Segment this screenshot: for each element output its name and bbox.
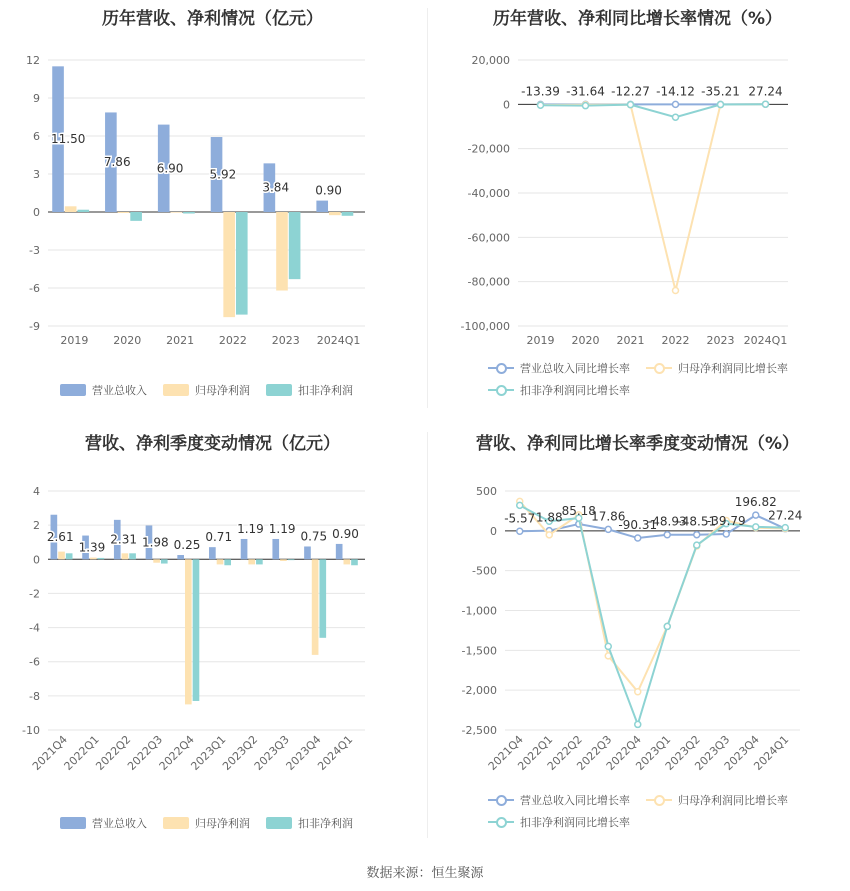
chart-legend xyxy=(488,357,828,401)
legend-label: 扣非净利润 xyxy=(298,384,353,397)
x-tick-label: 2022Q3 xyxy=(125,732,166,773)
legend-line-marker xyxy=(488,794,514,806)
bar-parent-profit xyxy=(185,559,192,704)
legend-swatch xyxy=(266,817,292,829)
legend-item[interactable] xyxy=(488,811,630,833)
y-tick-label: 0 xyxy=(33,553,40,567)
data-label: 0.25 xyxy=(173,538,201,553)
quarterly-growth-chart xyxy=(425,425,850,845)
bar-revenue xyxy=(336,544,343,559)
legend-item[interactable] xyxy=(163,812,250,834)
series-line-parent-profit-growth xyxy=(541,104,766,290)
data-label: 2.31 xyxy=(110,532,137,547)
legend-swatch xyxy=(60,817,86,829)
series-line-deducted-profit-growth xyxy=(541,104,766,117)
x-tick-label: 2020 xyxy=(571,334,600,347)
bar-deducted-profit xyxy=(288,559,295,560)
x-tick-label: 2023Q3 xyxy=(692,732,733,773)
x-tick-label: 2023Q1 xyxy=(188,732,229,773)
bar-parent-profit xyxy=(329,212,341,215)
bar-deducted-profit xyxy=(77,210,89,212)
y-tick-label: -20,000 xyxy=(467,142,510,156)
series-point xyxy=(694,542,700,548)
legend-swatch xyxy=(60,384,86,396)
data-label: 196.82 xyxy=(734,495,777,510)
y-tick-label: -100,000 xyxy=(460,320,510,333)
data-label: -35.21 xyxy=(701,84,740,99)
y-tick-label: 0 xyxy=(33,206,40,219)
data-label: 85.18 xyxy=(561,504,596,519)
series-point xyxy=(782,525,788,531)
legend-label: 扣非净利润同比增长率 xyxy=(520,816,630,829)
chart-title: 历年营收、净利同比增长率情况（%） xyxy=(492,9,783,29)
bar-deducted-profit xyxy=(161,559,168,563)
data-label: 5.92 xyxy=(209,167,237,182)
data-label: -5.57 xyxy=(504,511,536,526)
legend-label: 归母净利润同比增长率 xyxy=(678,362,788,375)
annual-revenue-profit-panel xyxy=(0,0,425,410)
data-label: 1.19 xyxy=(268,521,296,536)
series-point xyxy=(673,101,679,107)
data-label: 1.88 xyxy=(535,510,563,525)
x-tick-label: 2023 xyxy=(271,334,300,347)
legend-item[interactable] xyxy=(266,812,353,834)
bar-deducted-profit xyxy=(319,559,326,638)
legend-label: 归母净利润 xyxy=(195,817,250,830)
x-tick-label: 2024Q1 xyxy=(743,334,788,347)
x-tick-label: 2022Q4 xyxy=(603,732,644,773)
legend-item[interactable] xyxy=(60,379,147,401)
y-tick-label: -500 xyxy=(472,564,497,578)
y-tick-label: 4 xyxy=(33,485,40,498)
chart-title: 营收、净利同比增长率季度变动情况（%） xyxy=(475,434,800,454)
x-tick-label: 2021Q4 xyxy=(29,732,70,773)
x-tick-label: 2019 xyxy=(526,334,555,347)
data-label: 6.90 xyxy=(156,161,184,176)
legend-swatch xyxy=(163,384,189,396)
legend-label: 营业总收入同比增长率 xyxy=(520,794,630,807)
bar-deducted-profit xyxy=(66,553,73,559)
data-label: 0.90 xyxy=(332,526,359,541)
bar-revenue xyxy=(316,201,328,212)
data-label: 0.71 xyxy=(205,530,233,545)
series-point xyxy=(723,531,729,537)
data-label: 2.61 xyxy=(46,530,74,545)
data-label: 7.86 xyxy=(103,155,131,170)
y-tick-label: 3 xyxy=(33,168,40,181)
y-tick-label: -4 xyxy=(29,621,40,635)
x-tick-label: 2023Q1 xyxy=(633,732,674,773)
x-tick-label: 2023Q4 xyxy=(283,732,324,773)
y-tick-label: 0 xyxy=(490,524,497,538)
data-label: 1.98 xyxy=(141,535,169,550)
chart-title: 历年营收、净利情况（亿元） xyxy=(102,9,323,29)
y-tick-label: -1,500 xyxy=(461,644,497,658)
series-point xyxy=(763,101,769,107)
x-tick-label: 2022Q2 xyxy=(93,732,134,773)
series-point xyxy=(546,532,552,538)
data-label: 27.24 xyxy=(748,84,783,99)
series-point xyxy=(635,721,641,727)
data-label: 17.86 xyxy=(591,509,626,524)
data-label: 11.50 xyxy=(51,132,86,147)
legend-label: 归母净利润 xyxy=(195,384,250,397)
series-point xyxy=(753,524,759,530)
y-tick-label: 2 xyxy=(33,519,40,533)
series-point xyxy=(664,532,670,538)
legend-item[interactable] xyxy=(163,379,250,401)
data-label: 0.90 xyxy=(315,183,342,198)
x-tick-label: 2020 xyxy=(113,334,142,347)
bar-parent-profit xyxy=(65,206,77,212)
bar-parent-profit xyxy=(248,559,255,564)
bar-parent-profit xyxy=(343,559,350,564)
legend-label: 营业总收入 xyxy=(92,817,147,830)
y-tick-label: -2,000 xyxy=(461,684,497,698)
x-tick-label: 2023Q2 xyxy=(220,732,261,773)
legend-line-marker xyxy=(646,794,672,806)
data-label: -48.93 xyxy=(647,514,687,529)
bar-revenue xyxy=(241,539,248,559)
data-label: -12.27 xyxy=(611,84,650,99)
legend-line-marker xyxy=(488,816,514,828)
bar-deducted-profit xyxy=(98,558,105,559)
bar-revenue xyxy=(304,546,311,559)
annual-growth-panel xyxy=(425,0,850,410)
y-tick-label: 6 xyxy=(33,130,40,143)
bar-parent-profit xyxy=(217,559,224,564)
y-tick-label: -9 xyxy=(29,320,40,333)
x-tick-label: 2021Q4 xyxy=(485,732,526,773)
legend-label: 归母净利润同比增长率 xyxy=(678,794,788,807)
series-point xyxy=(635,689,641,695)
legend-label: 扣非净利润 xyxy=(298,817,353,830)
legend-label: 扣非净利润同比增长率 xyxy=(520,384,630,397)
bar-parent-profit xyxy=(58,552,65,560)
legend-item[interactable] xyxy=(646,357,788,379)
chart-legend xyxy=(488,789,828,833)
x-tick-label: 2022Q4 xyxy=(156,732,197,773)
y-tick-label: -6 xyxy=(29,655,40,669)
x-tick-label: 2022Q2 xyxy=(544,732,585,773)
annual-growth-chart xyxy=(425,0,850,410)
x-tick-label: 2019 xyxy=(60,334,89,347)
series-point xyxy=(517,502,523,508)
legend-line-marker xyxy=(646,362,672,374)
bar-parent-profit xyxy=(90,558,97,560)
data-label: -31.64 xyxy=(566,84,605,99)
data-source-label: 数据来源：恒生聚源 xyxy=(366,866,484,881)
y-tick-label: -2 xyxy=(29,587,40,601)
y-tick-label: -10 xyxy=(22,724,40,737)
x-tick-label: 2022Q3 xyxy=(574,732,615,773)
data-label: 3.84 xyxy=(262,180,290,195)
legend-item[interactable] xyxy=(488,379,630,401)
data-label: -39.79 xyxy=(706,514,746,529)
x-tick-label: 2023Q4 xyxy=(721,732,762,773)
bar-parent-profit xyxy=(223,212,235,317)
quarterly-revenue-profit-chart xyxy=(0,425,425,845)
y-tick-label: -3 xyxy=(29,244,40,257)
legend-item[interactable] xyxy=(488,357,630,379)
y-tick-label: 9 xyxy=(33,92,40,105)
legend-item[interactable] xyxy=(646,789,788,811)
legend-label: 营业总收入同比增长率 xyxy=(520,362,630,375)
x-tick-label: 2023 xyxy=(706,334,735,347)
y-tick-label: -60,000 xyxy=(467,231,510,245)
data-label: -90.31 xyxy=(618,518,658,533)
bar-revenue xyxy=(177,555,184,559)
bar-deducted-profit xyxy=(224,559,231,565)
y-tick-label: -40,000 xyxy=(467,187,510,200)
chart-legend xyxy=(60,812,420,834)
bar-deducted-profit xyxy=(256,559,263,564)
y-tick-label: -6 xyxy=(29,282,40,295)
series-point xyxy=(628,102,634,108)
bar-parent-profit xyxy=(122,553,129,559)
x-tick-label: 2024Q1 xyxy=(751,732,792,773)
y-tick-label: -2,500 xyxy=(461,724,497,737)
y-tick-label: -8 xyxy=(29,689,40,703)
legend-item[interactable] xyxy=(60,812,147,834)
bar-revenue xyxy=(209,547,216,559)
bar-deducted-profit xyxy=(289,212,301,279)
x-tick-label: 2024Q1 xyxy=(315,732,356,773)
chart-title: 营收、净利季度变动情况（亿元） xyxy=(85,434,340,454)
bar-deducted-profit xyxy=(351,559,358,565)
data-label: -14.12 xyxy=(656,84,695,99)
quarterly-growth-panel xyxy=(425,425,850,845)
y-tick-label: 20,000 xyxy=(471,54,510,67)
data-label: 1.19 xyxy=(237,521,264,536)
bar-deducted-profit xyxy=(342,212,354,216)
annual-revenue-profit-chart xyxy=(0,0,425,410)
legend-line-marker xyxy=(488,362,514,374)
x-tick-label: 2022Q1 xyxy=(61,732,102,773)
bar-parent-profit xyxy=(171,212,183,213)
bar-parent-profit xyxy=(280,559,287,561)
bar-parent-profit xyxy=(118,212,130,213)
y-tick-label: -80,000 xyxy=(467,275,510,289)
legend-swatch xyxy=(163,817,189,829)
y-tick-label: 12 xyxy=(26,54,40,67)
bar-parent-profit xyxy=(153,559,160,562)
bar-deducted-profit xyxy=(129,553,136,559)
legend-item[interactable] xyxy=(266,379,353,401)
series-point xyxy=(694,532,700,538)
legend-swatch xyxy=(266,384,292,396)
series-point xyxy=(583,103,589,109)
y-tick-label: 0 xyxy=(503,98,510,112)
series-point xyxy=(673,288,679,294)
x-tick-label: 2022Q1 xyxy=(515,732,556,773)
series-point xyxy=(517,528,523,534)
bar-deducted-profit xyxy=(236,212,248,315)
data-label: -13.39 xyxy=(521,84,560,99)
x-tick-label: 2023Q3 xyxy=(251,732,292,773)
series-point xyxy=(605,526,611,532)
series-point xyxy=(673,114,679,120)
series-point xyxy=(635,535,641,541)
series-point xyxy=(753,512,759,518)
chart-legend xyxy=(60,379,420,401)
y-tick-label: 500 xyxy=(476,485,497,498)
x-tick-label: 2022 xyxy=(661,334,690,347)
data-label: 1.39 xyxy=(78,540,106,555)
series-point xyxy=(718,102,724,108)
legend-item[interactable] xyxy=(488,789,630,811)
y-tick-label: -1,000 xyxy=(461,604,497,618)
series-line-deducted-profit-growth xyxy=(520,505,786,724)
quarterly-revenue-profit-panel xyxy=(0,425,425,845)
data-label: -48.51 xyxy=(677,514,717,529)
bar-deducted-profit xyxy=(193,559,200,701)
x-tick-label: 2023Q2 xyxy=(662,732,703,773)
x-tick-label: 2022 xyxy=(218,334,247,347)
x-tick-label: 2021 xyxy=(166,334,195,347)
x-tick-label: 2024Q1 xyxy=(316,334,361,347)
series-point xyxy=(664,623,670,629)
series-point xyxy=(605,643,611,649)
data-label: 27.24 xyxy=(768,508,803,523)
series-point xyxy=(538,102,544,108)
bar-parent-profit xyxy=(276,212,288,291)
x-tick-label: 2021 xyxy=(616,334,645,347)
bar-deducted-profit xyxy=(130,212,142,221)
legend-label: 营业总收入 xyxy=(92,384,147,397)
data-label: 0.75 xyxy=(300,529,328,544)
legend-line-marker xyxy=(488,384,514,396)
bar-revenue xyxy=(272,539,279,559)
bar-deducted-profit xyxy=(183,212,195,214)
bar-parent-profit xyxy=(312,559,319,655)
